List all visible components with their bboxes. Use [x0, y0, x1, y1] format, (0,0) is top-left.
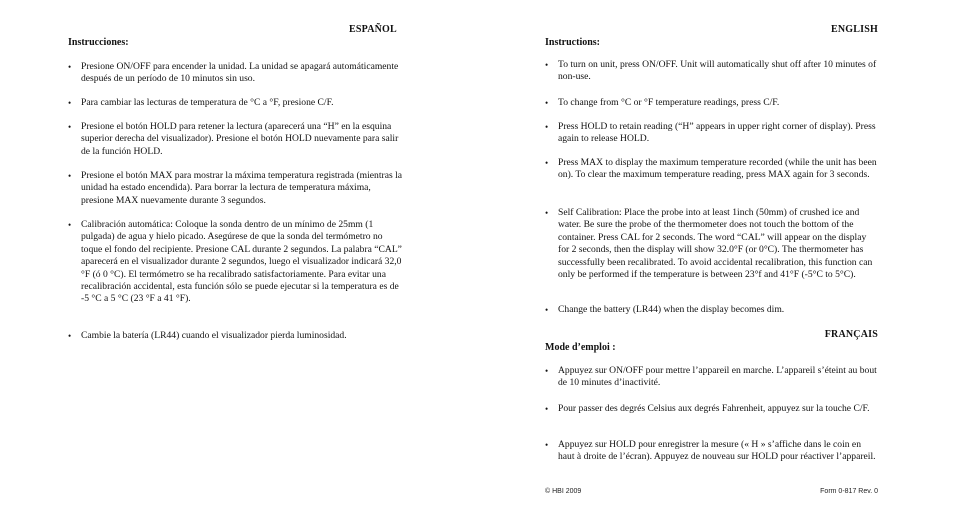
list-item: • Press MAX to display the maximum temperature recorded (while the unit has been on). To clear the maximum temperature reading, press MAX again for 3 seconds. — [545, 157, 877, 181]
list-item: • Calibración automática: Coloque la sonda dentro de un mínimo de 25mm (1 pulgada) de agua y hielo picado. Asegúrese de que la sonda del termómetro no toque el fondo del recipiente. Presione CAL durante 2 segundos. La palabra “CAL” aparecerá en el visualizador durante 2 segundos, luego el visualizador indicará 32,0 °F (ó 0 °C). El termómetro se ha recalibrado satisfactoriamente. Para evitar una recalibración accidental, esta función sólo se puede ejecutar si la temperatura es de -5 °C a 5 °C (23 °F a 41 °F). — [68, 219, 402, 305]
list-item: • Self Calibration: Place the probe into at least 1inch (50mm) of crushed ice and water. Be sure the probe of the thermometer does not touch the bottom of the container. Press CAL for 2 seconds. The word “CAL” will appear on the display for 2 seconds, then the display will show 32.0°F (or 0°C). The thermometer has successfully been recalibrated. To avoid accidental recalibration, this function can only be performed if the temperature is between 23°f and 41°F (-5°C to 5°C). — [545, 207, 873, 281]
list-item: • Presione el botón HOLD para retener la lectura (aparecerá una “H” en la esquina superior derecha del visualizador). Presione el botón HOLD nuevamente para salir de la función HOLD. — [68, 121, 399, 157]
list-item: • Para cambiar las lecturas de temperatura de °C a °F, presione C/F. — [68, 97, 334, 108]
form-number-footer: Form 0-817 Rev. 0 — [820, 488, 878, 495]
bullet-icon: • — [68, 171, 72, 181]
bullet-icon: • — [545, 60, 549, 70]
list-item: • Presione el botón MAX para mostrar la máxima temperatura registrada (mientras la unidad ha estado encendida). Para borrar la lectura de temperatura máxima, presione MAX nuevamente durante 3 segundos. — [68, 170, 403, 206]
list-item: • Presione ON/OFF para encender la unidad. La unidad se apagará automáticamente después de un período de 10 minutos sin uso. — [68, 61, 399, 85]
bullet-icon: • — [68, 220, 72, 230]
bullet-icon: • — [545, 440, 549, 450]
bullet-icon: • — [68, 331, 72, 341]
list-item: • Appuyez sur ON/OFF pour mettre l’appareil en marche. L’appareil s’éteint au bout de 10 minutes d’inactivité. — [545, 365, 877, 389]
bullet-icon: • — [68, 62, 72, 72]
bullet-icon: • — [545, 366, 549, 376]
instructions-heading-french: Mode d’emploi : — [545, 342, 616, 353]
instructions-heading-spanish: Instrucciones: — [68, 37, 129, 48]
list-item: • Pour passer des degrés Celsius aux degrés Fahrenheit, appuyez sur la touche C/F. — [545, 403, 870, 414]
copyright-footer: © HBI 2009 — [545, 488, 582, 495]
list-item: • Appuyez sur HOLD pour enregistrer la mesure (« H » s’affiche dans le coin en haut à droite de l’écran). Appuyez de nouveau sur HOLD pour réactiver l’appareil. — [545, 439, 876, 463]
instructions-heading-english: Instructions: — [545, 37, 601, 48]
bullet-icon: • — [545, 122, 549, 132]
language-title-spanish: ESPAÑOL — [349, 24, 397, 35]
list-item: • Press HOLD to retain reading (“H” appears in upper right corner of display). Press again to release HOLD. — [545, 121, 876, 145]
language-title-french: FRANÇAIS — [824, 329, 878, 340]
list-item: • Change the battery (LR44) when the display becomes dim. — [545, 304, 785, 315]
list-item: • To turn on unit, press ON/OFF. Unit will automatically shut off after 10 minutes of non-use. — [545, 59, 877, 83]
bullet-icon: • — [545, 158, 549, 168]
bullet-icon: • — [545, 208, 549, 218]
bullet-icon: • — [68, 122, 72, 132]
bullet-icon: • — [545, 98, 549, 108]
list-item: • To change from °C or °F temperature readings, press C/F. — [545, 97, 780, 108]
list-item: • Cambie la batería (LR44) cuando el visualizador pierda luminosidad. — [68, 330, 347, 341]
bullet-icon: • — [545, 305, 549, 315]
bullet-icon: • — [545, 404, 549, 414]
language-title-english: ENGLISH — [831, 24, 878, 35]
bullet-icon: • — [68, 98, 72, 108]
